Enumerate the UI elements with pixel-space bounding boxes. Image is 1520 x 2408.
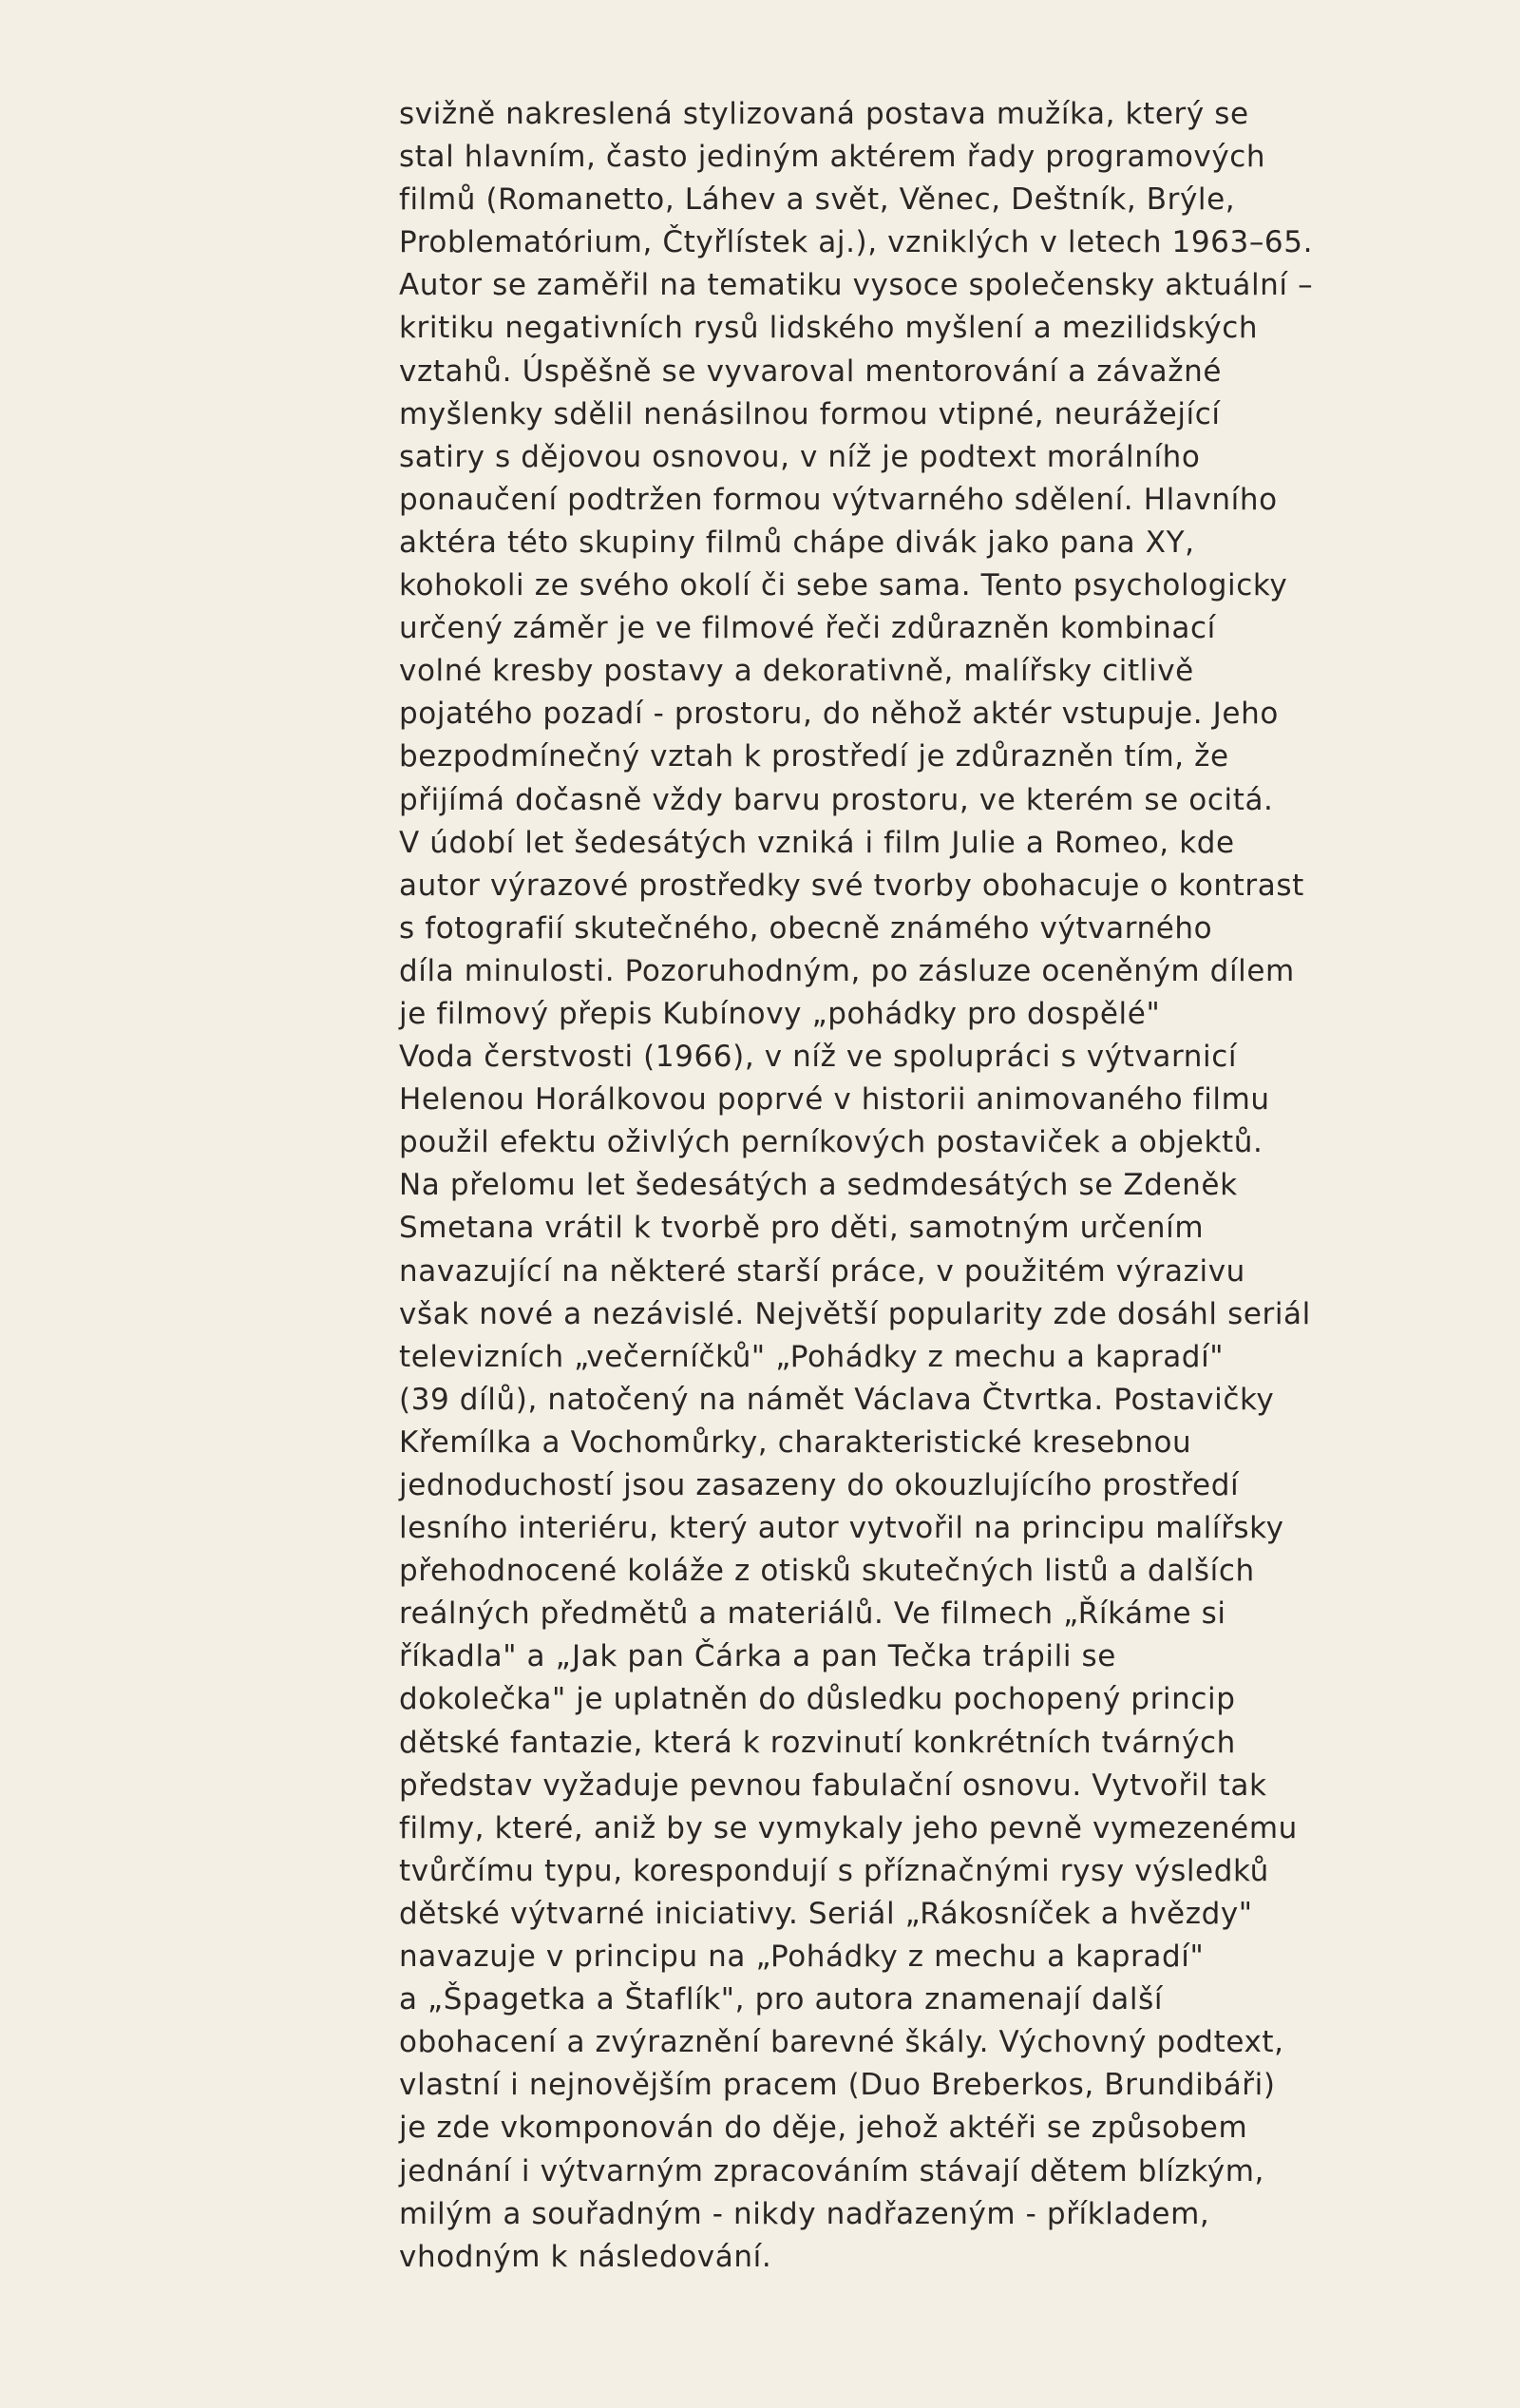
text-line: kohokoli ze svého okolí či sebe sama. Tento psychologicky (399, 568, 1288, 603)
text-line: myšlenky sdělil nenásilnou formou vtipné, neurážející (399, 396, 1221, 431)
text-line: přijímá dočasně vždy barvu prostoru, ve kterém se ocitá. (399, 782, 1274, 817)
text-line: filmy, které, aniž by se vymykaly jeho pevně vymezenému (399, 1810, 1298, 1845)
text-line: Autor se zaměřil na tematiku vysoce společensky aktuální – (399, 268, 1314, 303)
text-line: dokolečka" je uplatněn do důsledku pochopený princip (399, 1682, 1236, 1717)
text-line: reálných předmětů a materiálů. Ve filmech „Říkáme si (399, 1596, 1226, 1632)
text-line: však nové a nezávislé. Největší popularity zde dosáhl seriál (399, 1296, 1311, 1331)
text-line: autor výrazové prostředky své tvorby obohacuje o kontrast (399, 868, 1304, 903)
text-line: dětské fantazie, která k rozvinutí konkrétních tvárných (399, 1725, 1236, 1760)
text-line: navazující na některé starší práce, v použitém výrazivu (399, 1253, 1245, 1289)
text-line: stal hlavním, často jediným aktérem řady programových (399, 140, 1266, 175)
text-line: jednání i výtvarným zpracováním stávají dětem blízkým, (399, 2153, 1264, 2188)
text-line: V údobí let šedesátých vzniká i film Julie a Romeo, kde (399, 825, 1235, 860)
text-line: díla minulosti. Pozoruhodným, po zásluze oceněným dílem (399, 953, 1295, 988)
text-line: je zde vkomponován do děje, jehož aktéři se způsobem (399, 2111, 1248, 2146)
text-line: volné kresby postavy a dekorativně, malířsky citlivě (399, 654, 1194, 689)
text-line: pojatého pozadí - prostoru, do něhož aktér vstupuje. Jeho (399, 697, 1279, 732)
text-line: přehodnocené koláže z otisků skutečných listů a dalších (399, 1554, 1255, 1589)
text-line: televizních „večerníčků" „Pohádky z mechu a kapradí" (399, 1339, 1225, 1374)
text-line: (39 dílů), natočený na námět Václava Čtvrtka. Postavičky (399, 1382, 1275, 1417)
text-line: jednoduchostí jsou zasazeny do okouzlujícího prostředí (399, 1468, 1240, 1502)
text-line: satiry s dějovou osnovou, v níž je podtext morálního (399, 439, 1201, 474)
text-line: aktéra této skupiny filmů chápe divák jako pana XY, (399, 525, 1195, 560)
text-line: ponaučení podtržen formou výtvarného sdělení. Hlavního (399, 482, 1278, 517)
text-line: vztahů. Úspěšně se vyvaroval mentorování a závažné (399, 354, 1223, 389)
text-line: Křemílka a Vochomůrky, charakteristické kresebnou (399, 1424, 1192, 1460)
text-line: představ vyžaduje pevnou fabulační osnovu. Vytvořil tak (399, 1768, 1267, 1803)
text-line: navazuje v principu na „Pohádky z mechu a kapradí" (399, 1940, 1205, 1975)
text-line: tvůrčímu typu, korespondují s příznačnými rysy výsledků (399, 1853, 1269, 1888)
text-line: je filmový přepis Kubínovy „pohádky pro dospělé" (399, 996, 1161, 1031)
text-line: vlastní i nejnovějším pracem (Duo Breberkos, Brundibáři) (399, 2068, 1276, 2103)
text-line: a „Špagetka a Štaflík", pro autora znamenají další (399, 1982, 1164, 2017)
text-line: obohacení a zvýraznění barevné škály. Výchovný podtext, (399, 2025, 1284, 2060)
text-line: s fotografií skutečného, obecně známého výtvarného (399, 910, 1213, 946)
text-line: dětské výtvarné iniciativy. Seriál „Rákosníček a hvězdy" (399, 1896, 1253, 1931)
text-line: Helenou Horálkovou poprvé v historii animovaného filmu (399, 1082, 1270, 1118)
text-line: vhodným k následování. (399, 2239, 772, 2274)
text-line: svižně nakreslená stylizovaná postava mužíka, který se (399, 97, 1249, 131)
text-line: lesního interiéru, který autor vytvořil na principu malířsky (399, 1511, 1284, 1546)
text-line: kritiku negativních rysů lidského myšlení a mezilidských (399, 311, 1259, 346)
text-line: Na přelomu let šedesátých a sedmdesátých se Zdeněk (399, 1168, 1238, 1203)
text-line: milým a souřadným - nikdy nadřazeným - příkladem, (399, 2196, 1210, 2231)
text-line: Problematórium, Čtyřlístek aj.), vzniklých v letech 1963–65. (399, 225, 1314, 260)
text-line: Smetana vrátil k tvorbě pro děti, samotným určením (399, 1211, 1205, 1246)
text-line: použil efektu oživlých perníkových postaviček a objektů. (399, 1125, 1264, 1160)
body-text (399, 93, 1492, 2279)
text-line: říkadla" a „Jak pan Čárka a pan Tečka trápili se (399, 1639, 1116, 1674)
text-line: určený záměr je ve filmové řeči zdůrazněn kombinací (399, 611, 1216, 646)
text-line: bezpodmínečný vztah k prostředí je zdůrazněn tím, že (399, 739, 1229, 774)
text-line: Voda čerstvosti (1966), v níž ve spolupráci s výtvarnicí (399, 1040, 1238, 1075)
text-line: filmů (Romanetto, Láhev a svět, Věnec, Deštník, Brýle, (399, 182, 1236, 218)
